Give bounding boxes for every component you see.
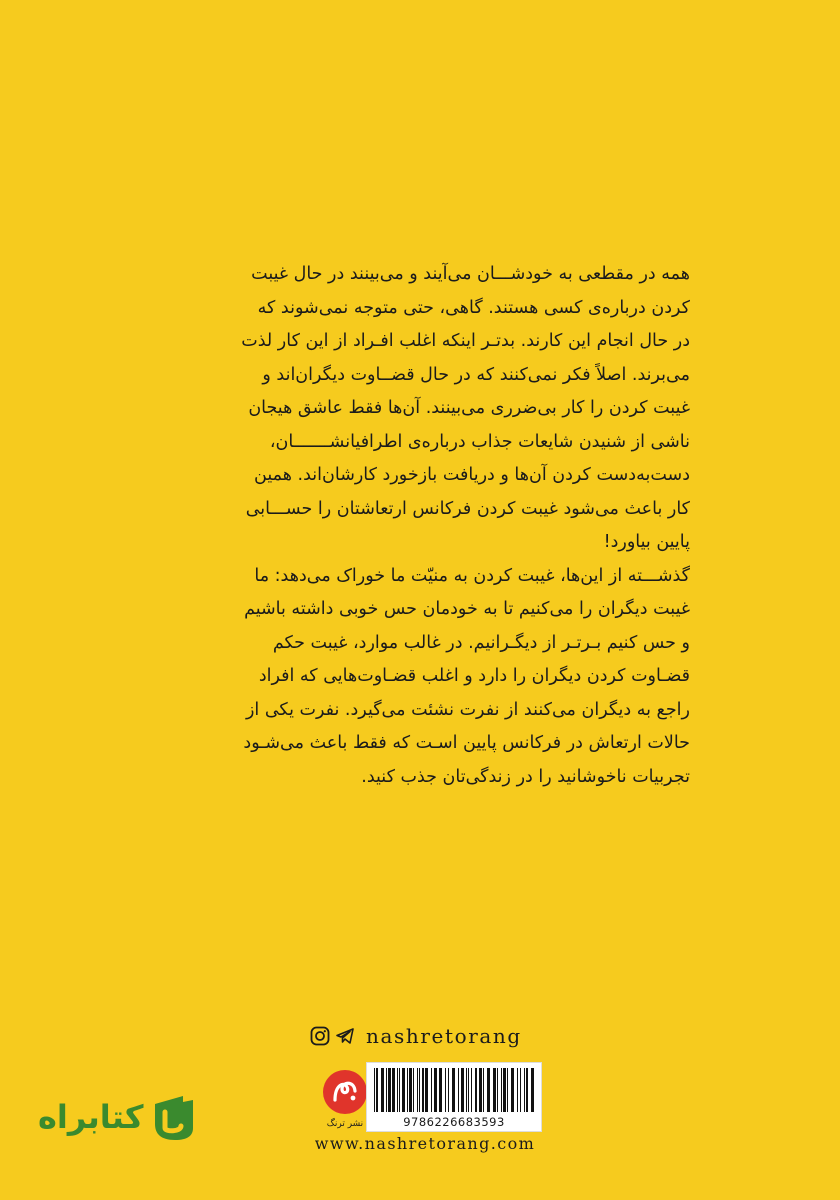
barcode-bar xyxy=(461,1068,464,1112)
blurb-line: گذشـــته از این‌ها، غیبت کردن به منیّت ما خوراک می‌دهد: ما xyxy=(254,565,690,586)
barcode-bar xyxy=(493,1068,496,1112)
kitabrah-watermark xyxy=(38,1092,197,1142)
barcode-bar xyxy=(439,1068,442,1112)
barcode-bar xyxy=(458,1068,459,1112)
blurb-line: پایین بیاورد! xyxy=(603,532,690,552)
barcode-bar xyxy=(407,1068,408,1112)
barcode-bar xyxy=(417,1068,418,1112)
barcode-bar xyxy=(422,1068,424,1112)
barcode-bar xyxy=(483,1068,484,1112)
barcode-bar xyxy=(466,1068,467,1112)
kitabrah-watermark-text: کتابراه xyxy=(38,1098,144,1136)
isbn-number: 9786226683593 xyxy=(403,1115,505,1129)
barcode-bar xyxy=(501,1068,502,1112)
barcode-bar xyxy=(425,1068,428,1112)
barcode-bar xyxy=(475,1068,477,1112)
blurb-line: حالات ارتعاش در فرکانس پایین اسـت که فقط باعث می‌شـود xyxy=(243,733,690,753)
barcode-bar xyxy=(452,1068,455,1112)
blurb-line: در حال انجام این کارند. بدتـر اینکه اغلب افـراد از این کار لذت xyxy=(241,331,690,351)
barcode-bar xyxy=(413,1068,414,1112)
blurb-line: کار باعث می‌شود غیبت کردن فرکانس ارتعاشتان را حســـابی xyxy=(245,498,690,519)
barcode-bar xyxy=(526,1068,528,1112)
barcode-bar xyxy=(531,1068,534,1112)
barcode-bar xyxy=(468,1068,469,1112)
publisher-logo-caption: نشر ترنگ xyxy=(326,1119,364,1129)
barcode-bar xyxy=(445,1068,446,1112)
barcode-bar xyxy=(511,1068,514,1112)
barcode-bar xyxy=(503,1068,506,1112)
barcode-bar xyxy=(434,1068,437,1112)
barcode-bar xyxy=(402,1068,405,1112)
blurb-line: غیبت دیگران را می‌کنیم تا به خودمان حس خوبی داشته باشیم xyxy=(244,599,690,619)
blurb-line: همه در مقطعی به خودشـــان می‌آیند و می‌بینند در حال غیبت xyxy=(251,264,690,284)
blurb-line: ناشی از شنیدن شایعات جذاب درباره‌ی اطرافیانشـــــــان، xyxy=(269,431,690,452)
blurb-line: کردن درباره‌ی کسی هستند. گاهی، حتی متوجه نمی‌شوند که xyxy=(257,297,690,318)
back-cover-blurb xyxy=(150,258,690,794)
barcode-bar xyxy=(409,1068,412,1112)
barcode-bar xyxy=(386,1068,387,1112)
barcode-bar xyxy=(507,1068,508,1112)
publisher-logo xyxy=(320,1067,370,1129)
barcode-bar xyxy=(497,1068,498,1112)
barcode-bar xyxy=(399,1068,400,1112)
publisher-website[interactable]: www.nashretorang.com xyxy=(314,1134,536,1153)
barcode-bar xyxy=(471,1068,472,1112)
kitabrah-logo-icon xyxy=(151,1092,197,1142)
blurb-line: غیبت کردن را کار بی‌ضرری می‌بینند. آن‌ها فقط عاشق هیجان xyxy=(248,398,690,418)
blurb-line: راجع به دیگران می‌کنند از نفرت نشئت می‌گیرد. نفرت یکی از xyxy=(245,699,690,720)
blurb-line: و حس کنیم بـرتـر از دیگـرانیم. در غالب موارد، غیبت حکم xyxy=(272,632,690,653)
barcode-bar xyxy=(524,1068,525,1112)
barcode-bar xyxy=(374,1068,375,1112)
barcode-bar xyxy=(448,1068,449,1112)
barcode-bar xyxy=(392,1068,395,1112)
barcode-bars xyxy=(372,1068,536,1112)
barcode-bar xyxy=(487,1068,490,1112)
barcode-bar xyxy=(517,1068,518,1112)
social-handle-row xyxy=(310,1024,522,1048)
barcode-bar xyxy=(419,1068,420,1112)
barcode xyxy=(366,1062,542,1132)
blurb-line: تجربیات ناخوشانید را در زندگی‌تان جذب کنید. xyxy=(361,766,690,787)
blurb-line: قضـاوت کردن دیگران را دارد و اغلب قضـاوت‌هایی که افراد xyxy=(258,666,690,686)
barcode-bar xyxy=(431,1068,432,1112)
blurb-line: می‌برند. اصلاً فکر نمی‌کنند که در حال قضــاوت دیگران‌اند و xyxy=(262,364,690,385)
barcode-bar xyxy=(479,1068,482,1112)
telegram-icon[interactable] xyxy=(335,1026,355,1046)
barcode-bar xyxy=(388,1068,391,1112)
social-handle[interactable]: nashretorang xyxy=(366,1024,522,1048)
blurb-line: دست‌به‌دست کردن آن‌ها و دریافت بازخورد کارشان‌اند. همین xyxy=(254,465,690,485)
barcode-bar xyxy=(520,1068,521,1112)
barcode-bar xyxy=(381,1068,384,1112)
barcode-bar xyxy=(376,1068,378,1112)
instagram-icon[interactable] xyxy=(310,1026,330,1046)
barcode-bar xyxy=(397,1068,398,1112)
